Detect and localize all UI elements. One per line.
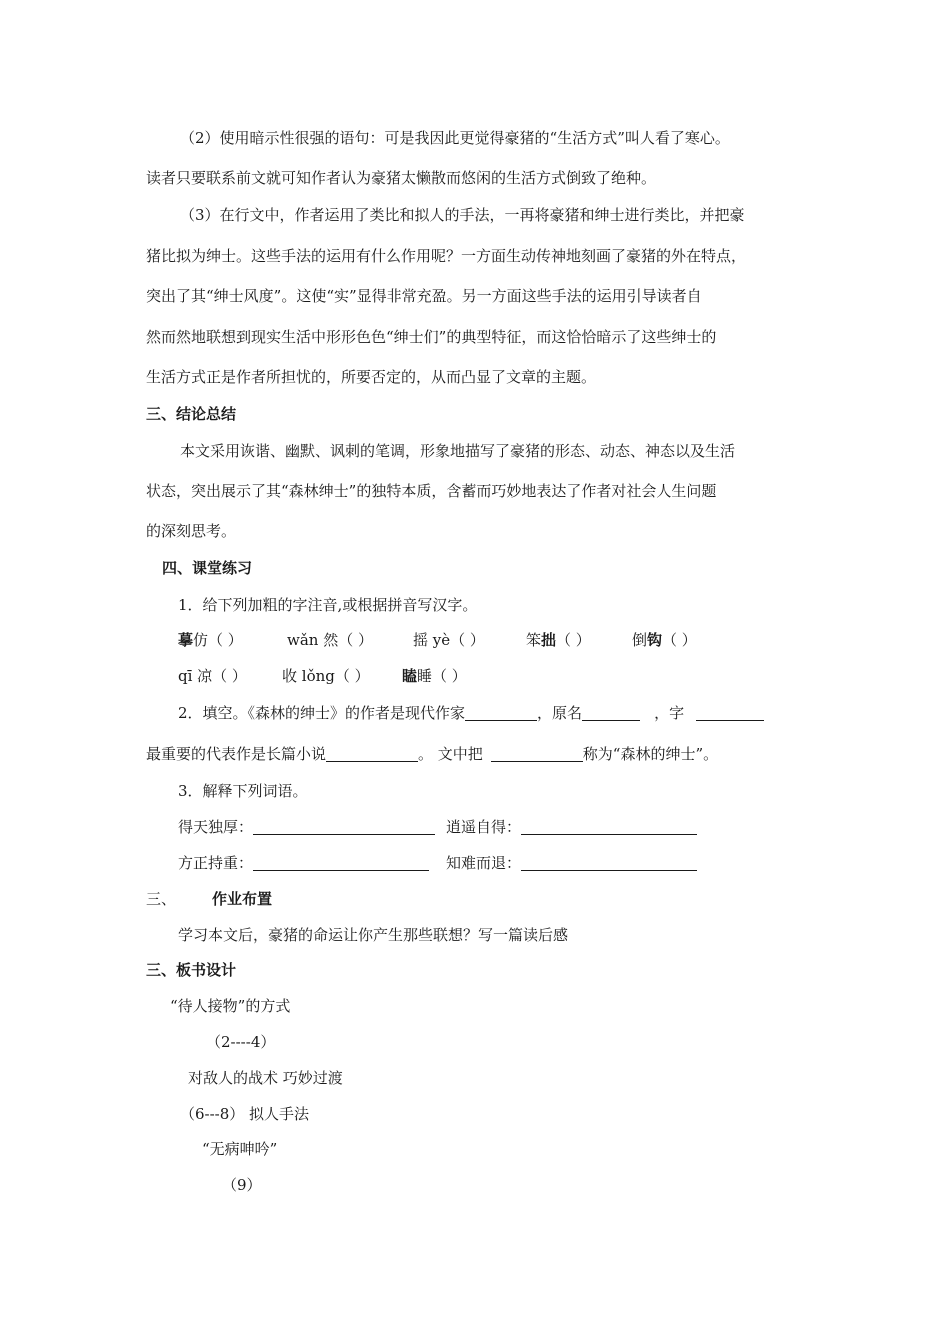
definition-blank[interactable] — [253, 819, 435, 835]
pinyin-item: 倒钩（ ） — [632, 631, 697, 649]
exercise-question-2-continued: 最重要的代表作是长篇小说 。 文中把 称为“森林的绅士”。 — [146, 745, 719, 763]
exercise-question-2: 2．填空。《森林的绅士》的作者是现代作家 ，原名 ，字 — [178, 703, 764, 723]
pinyin-item: wǎn 然（ ） — [287, 631, 373, 649]
bold-char: 钩 — [647, 631, 663, 649]
board-heading: 三、板书设计 — [146, 961, 237, 979]
exercise-question-3: 3．解释下列词语。 — [178, 782, 308, 800]
bold-char: 瞌 — [402, 667, 418, 685]
conclusion-line: 状态，突出展示了其“森林绅士”的独特本质，含蓄而巧妙地表达了作者对社会人生问题 — [146, 482, 717, 500]
analysis-point-3-line: 猪比拟为绅士。这些手法的运用有什么作用呢？一方面生动传神地刻画了豪猪的外在特点， — [146, 247, 747, 265]
board-line: “待人接物”的方式 — [170, 997, 291, 1015]
analysis-point-2-continued: 读者只要联系前文就可知作者认为豪猪太懒散而悠闲的生活方式倒致了绝种。 — [146, 169, 657, 187]
analysis-point-3-line: 然而然地联想到现实生活中形形色色“绅士们”的典型特征，而这恰恰暗示了这些绅士的 — [146, 328, 717, 346]
fill-blank-novel[interactable] — [326, 746, 418, 762]
analysis-point-2: （2）使用暗示性很强的语句：可是我因此更觉得豪猪的“生活方式”叫人看了寒心。 — [180, 129, 730, 147]
analysis-point-3-line: 突出了其“绅士风度”。这使“实”显得非常充盈。另一方面这些手法的运用引导读者自 — [146, 287, 702, 305]
definition-blank[interactable] — [521, 855, 697, 871]
term-definition: 方正持重： — [178, 853, 429, 873]
definition-blank[interactable] — [521, 819, 697, 835]
pinyin-item: 摹仿（ ） — [178, 631, 243, 649]
pinyin-item: 笨拙（ ） — [526, 631, 591, 649]
pinyin-item: qī 凉（ ） — [178, 667, 247, 685]
term-definition: 得天独厚： — [178, 817, 435, 837]
board-line: （9） — [222, 1176, 262, 1194]
fill-blank-real-name[interactable] — [582, 705, 640, 721]
board-line: 对敌人的战术 巧妙过渡 — [188, 1069, 343, 1087]
term-definition: 逍遥自得： — [446, 817, 697, 837]
board-line: （6---8） 拟人手法 — [180, 1105, 310, 1123]
bold-char: 摹 — [178, 631, 194, 649]
analysis-point-3-line: （3）在行文中，作者运用了类比和拟人的手法，一再将豪猪和绅士进行类比，并把豪 — [180, 206, 745, 224]
homework-text: 学习本文后，豪猪的命运让你产生那些联想？写一篇读后感 — [178, 926, 569, 944]
exercise-question-1: 1．给下列加粗的字注音,或根据拼音写汉字。 — [178, 596, 478, 614]
conclusion-line: 的深刻思考。 — [146, 522, 237, 540]
bold-char: 拙 — [541, 631, 557, 649]
board-line: （2----4） — [206, 1033, 276, 1051]
pinyin-item: 摇 yè（ ） — [413, 631, 485, 649]
homework-heading: 三、 作业布置 — [146, 890, 273, 908]
exercise-heading: 四、课堂练习 — [162, 559, 253, 577]
fill-blank-author[interactable] — [465, 705, 537, 721]
definition-blank[interactable] — [253, 855, 429, 871]
term-definition: 知难而退： — [446, 853, 697, 873]
fill-blank-subject[interactable] — [491, 746, 583, 762]
board-line: “无病呻吟” — [202, 1140, 278, 1158]
analysis-point-3-line: 生活方式正是作者所担忧的，所要否定的，从而凸显了文章的主题。 — [146, 368, 597, 386]
conclusion-heading: 三、结论总结 — [146, 405, 237, 423]
pinyin-item: 收 lǒng（ ） — [282, 667, 370, 685]
conclusion-line: 本文采用诙谐、幽默、讽刺的笔调，形象地描写了豪猪的形态、动态、神态以及生活 — [180, 442, 736, 460]
fill-blank-courtesy-name[interactable] — [696, 705, 764, 721]
pinyin-item: 瞌睡（ ） — [402, 667, 467, 685]
